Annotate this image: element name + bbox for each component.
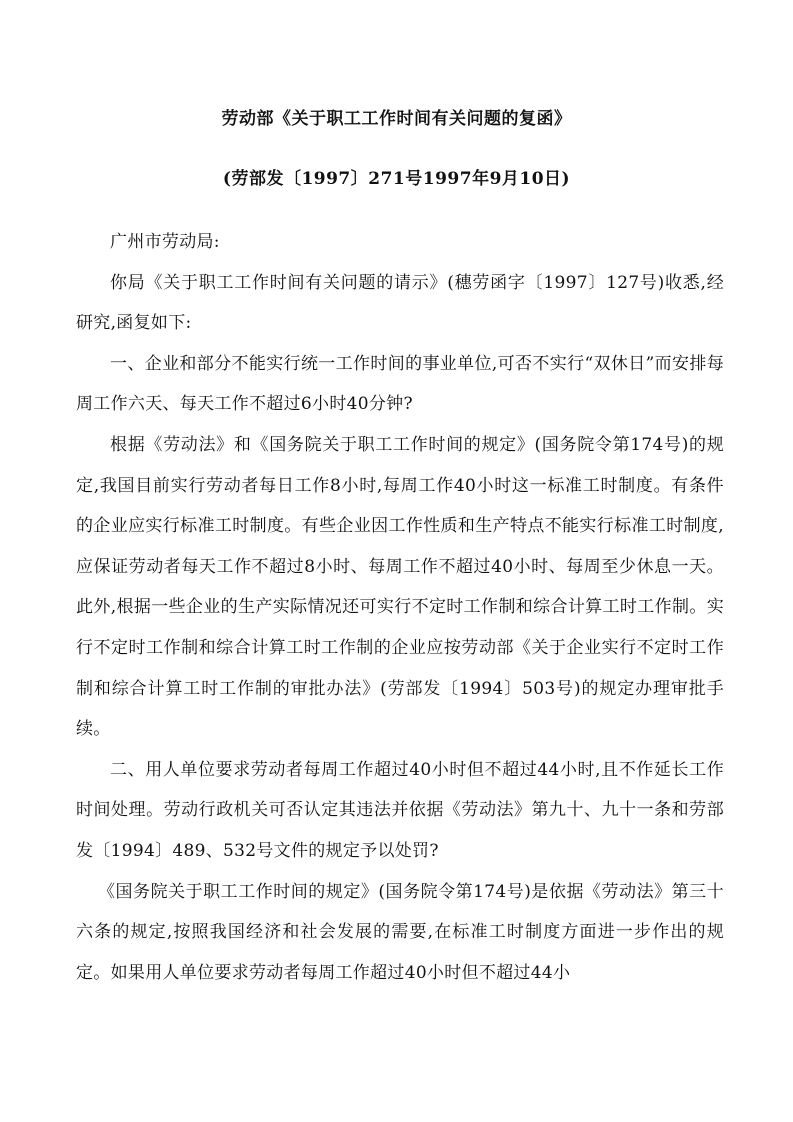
document-subtitle: (劳部发〔1997〕271号1997年9月10日) [222,169,571,189]
paragraph: 二、用人单位要求劳动者每周工作超过40小时但不超过44小时,且不作延长工作时间处理。劳动行政机关可否认定其违法并依据《劳动法》第九十、九十一条和劳部发〔1994〕489、532号文件的规定予以处罚? [76,759,724,861]
document-body [76,222,724,993]
paragraph: 一、企业和部分不能实行统一工作时间的事业单位,可否不实行“双休日”而安排每周工作六天、每天工作不超过6小时40分钟? [76,353,724,415]
document-title: 劳动部《关于职工工作时间有关问题的复函》 [221,109,572,129]
paragraph: 你局《关于职工工作时间有关问题的请示》(穗劳函字〔1997〕127号)收悉,经研究,函复如下: [76,272,724,334]
paragraph: 根据《劳动法》和《国务院关于职工工作时间的规定》(国务院令第174号)的规定,我国目前实行劳动者每日工作8小时,每周工作40小时这一标准工时制度。有条件的企业应实行标准工时制度。有些企业因工作性质和生产特点不能实行标准工时制度,应保证劳动者每天工作不超过8小时、每周工作不超过40小时、每周至少休息一天。此外,根据一些企业的生产实际情况还可实行不定时工作制和综合计算工时工作制。实行不定时工作制和综合计算工时工作制的企业应按劳动部《关于企业实行不定时工作制和综合计算工时工作制的审批办法》(劳部发〔1994〕503号)的规定办理审批手续。 [76,434,724,740]
paragraph: 《国务院关于职工工作时间的规定》(国务院令第174号)是依据《劳动法》第三十六条的规定,按照我国经济和社会发展的需要,在标准工时制度方面进一步作出的规定。如果用人单位要求劳动者每周工作超过40小时但不超过44小 [76,881,724,983]
salutation: 广州市劳动局: [110,232,220,252]
